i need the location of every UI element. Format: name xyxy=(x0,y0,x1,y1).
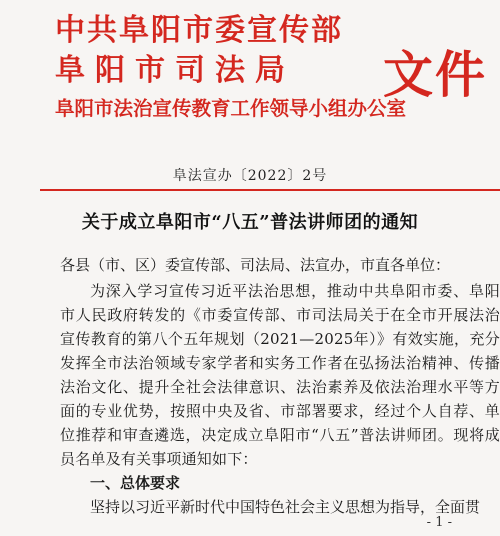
issuer-justice-bureau: 阜阳市司法局 xyxy=(55,53,295,88)
paragraph-intro: 为深入学习宣传习近平法治思想，推动中共阜阳市委、阜阳市人民政府转发的《市委宣传部、市司法局关于在全市开展法治宣传教育的第八个五年规划（2021—2025年）》有效实施，充分发挥全市法治领域专家学者和实务工作者在弘扬法治精神、传播法治文化、提升全社会法律意识、法治素养及依法治理水平等方面的专业优势，按照中央及省、市部署要求，经过个人自荐、单位推荐和审查遴选，决定成立阜阳市“八五”普法讲师团。现将成员名单及有关事项通知如下： xyxy=(60,282,500,468)
red-separator-line xyxy=(40,189,500,191)
paragraph-general-requirements: 坚持以习近平新时代中国特色社会主义思想为指导，全面贯 xyxy=(90,498,481,516)
salutation: 各县（市、区）委宣传部、司法局、法宣办，市直各单位： xyxy=(60,256,451,274)
page-number: - 1 - xyxy=(426,515,452,530)
document-type-label: 文件 xyxy=(383,45,487,104)
document-body xyxy=(60,253,500,519)
issuer-propaganda-dept: 中共阜阳市委宣传部 xyxy=(55,13,343,48)
issuer-legal-education-office: 阜阳市法治宣传教育工作领导小组办公室 xyxy=(55,97,407,120)
red-header xyxy=(55,6,495,128)
document-number: 阜法宣办〔2022〕2号 xyxy=(172,168,328,184)
section-heading-general-requirements: 一、总体要求 xyxy=(90,474,181,492)
document-title: 关于成立阜阳市“八五”普法讲师团的通知 xyxy=(81,212,419,233)
